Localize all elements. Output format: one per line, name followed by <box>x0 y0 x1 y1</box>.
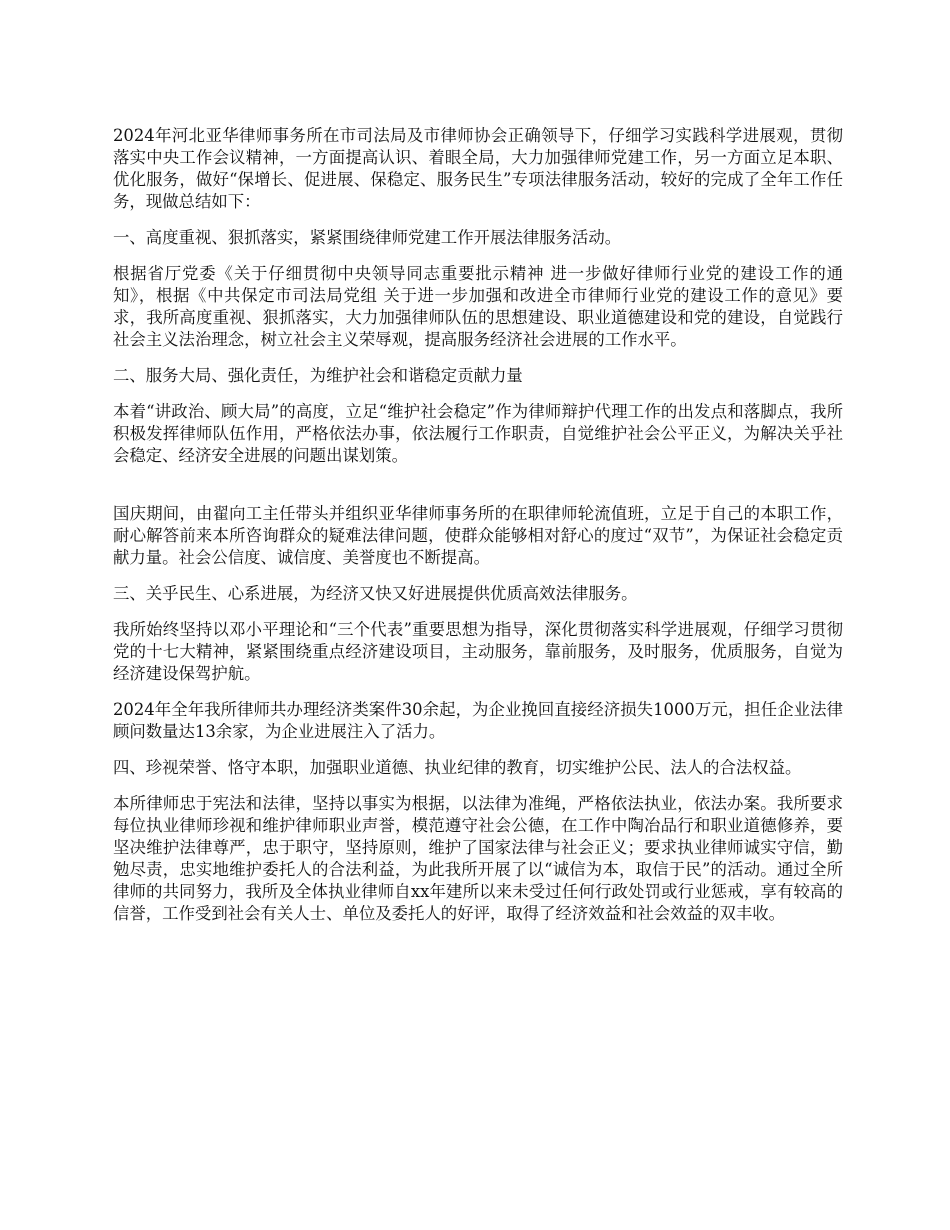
body-paragraph: 2024年全年我所律师共办理经济类案件30余起，为企业挽回直接经济损失1000万元，担任企业法律顾问数量达13余家，为企业进展注入了活力。 <box>113 700 843 741</box>
body-paragraph: 我所始终坚持以邓小平理论和“三个代表”重要思想为指导，深化贯彻落实科学进展观，仔细学习贯彻党的十七大精神，紧紧围绕重点经济建设项目，主动服务，靠前服务，及时服务，优质服务，自觉为经济建设保驾护航。 <box>113 620 843 683</box>
body-paragraph: 国庆期间，由翟向工主任带头并组织亚华律师事务所的在职律师轮流值班，立足于自己的本职工作，耐心解答前来本所咨询群众的疑难法律问题，使群众能够相对舒心的度过“双节”，为保证社会稳定贡献力量。社会公信度、诚信度、美誉度也不断提高。 <box>113 504 843 567</box>
section-heading-3: 三、关乎民生、心系进展，为经济又快又好进展提供优质高效法律服务。 <box>113 584 638 603</box>
section-heading-2: 二、服务大局、强化责任，为维护社会和谐稳定贡献力量 <box>113 366 523 385</box>
body-paragraph: 根据省厅党委《关于仔细贯彻中央领导同志重要批示精神 进一步做好律师行业党的建设工作的通知》，根据《中共保定市司法局党组 关于进一步加强和改进全市律师行业党的建设工作的意见》要求，我所高度重视、狠抓落实，大力加强律师队伍的思想建设、职业道德建设和党的建设，自觉践行社会主义法治理念，树立社会主义荣辱观，提高服务经济社会进展的工作水平。 <box>113 264 843 349</box>
blank-line <box>113 481 843 503</box>
intro-paragraph: 2024年河北亚华律师事务所在市司法局及市律师协会正确领导下，仔细学习实践科学进展观，贯彻落实中央工作会议精神，一方面提高认识、着眼全局，大力加强律师党建工作，另一方面立足本职、优化服务，做好“保增长、促进展、保稳定、服务民生”专项法律服务活动，较好的完成了全年工作任务，现做总结如下： <box>113 126 843 211</box>
body-paragraph: 本所律师忠于宪法和法律，坚持以事实为根据，以法律为准绳，严格依法执业，依法办案。我所要求每位执业律师珍视和维护律师职业声誉，模范遵守社会公德，在工作中陶冶品行和职业道德修养，要坚决维护法律尊严，忠于职守，坚持原则，维护了国家法律与社会正义；要求执业律师诚实守信，勤勉尽责，忠实地维护委托人的合法利益，为此我所开展了以“诚信为本，取信于民”的活动。通过全所律师的共同努力，我所及全体执业律师自xx年建所以来未受过任何行政处罚或行业惩戒，享有较高的信誉，工作受到社会有关人士、单位及委托人的好评，取得了经济效益和社会效益的双丰收。 <box>113 794 843 923</box>
document-body <box>113 125 843 939</box>
body-paragraph: 本着“讲政治、顾大局”的高度，立足“维护社会稳定”作为律师辩护代理工作的出发点和落脚点，我所积极发挥律师队伍作用，严格依法办事，依法履行工作职责，自觉维护社会公平正义，为解决关乎社会稳定、经济安全进展的问题出谋划策。 <box>113 402 843 465</box>
section-heading-4: 四、珍视荣誉、恪守本职，加强职业道德、执业纪律的教育，切实维护公民、法人的合法权益。 <box>113 758 802 777</box>
section-heading-1: 一、高度重视、狠抓落实，紧紧围绕律师党建工作开展法律服务活动。 <box>113 228 622 247</box>
